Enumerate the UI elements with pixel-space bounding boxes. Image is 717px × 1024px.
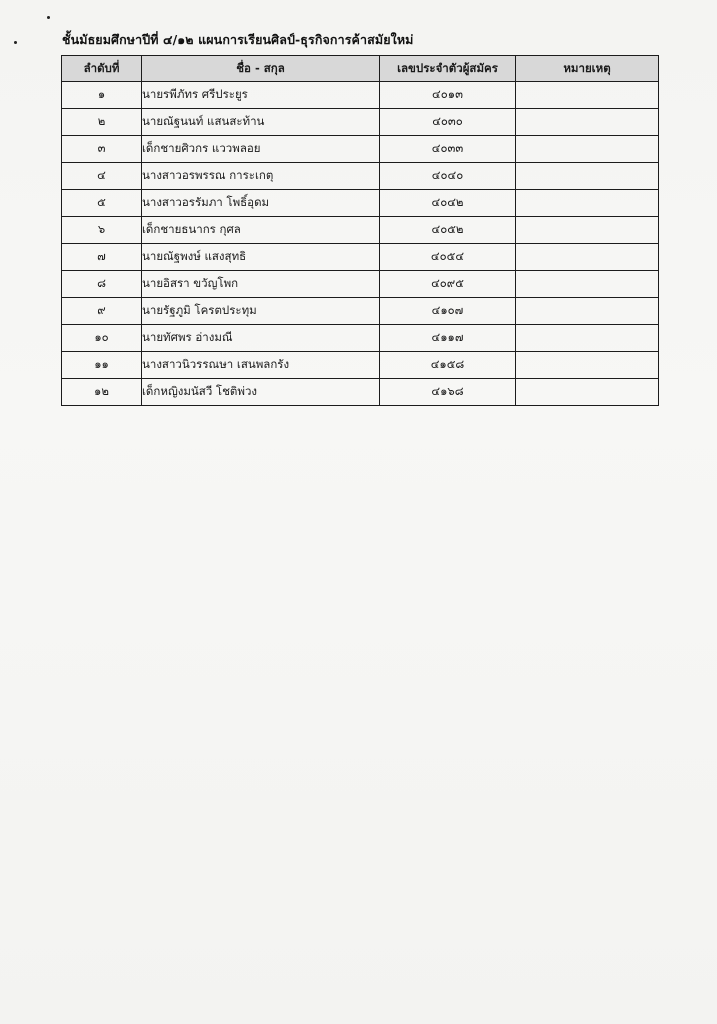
row-note	[516, 190, 659, 217]
row-note	[516, 136, 659, 163]
row-name: นายทัศพร อ่างมณี	[142, 325, 380, 352]
row-seq: ๑๒	[62, 379, 142, 406]
row-seq: ๑	[62, 82, 142, 109]
row-name: นางสาวอรรัมภา โพธิ์อุดม	[142, 190, 380, 217]
row-name: นายณัฐพงษ์ แสงสุทธิ	[142, 244, 380, 271]
table-row	[62, 109, 659, 136]
table-row	[62, 379, 659, 406]
row-applicant-id: ๔๐๓๐	[380, 109, 516, 136]
row-applicant-id: ๔๐๓๓	[380, 136, 516, 163]
header-note: หมายเหตุ	[516, 56, 659, 82]
row-seq: ๕	[62, 190, 142, 217]
row-note	[516, 352, 659, 379]
row-note	[516, 82, 659, 109]
row-applicant-id: ๔๐๙๕	[380, 271, 516, 298]
row-applicant-id: ๔๐๔๒	[380, 190, 516, 217]
row-note	[516, 217, 659, 244]
row-name: นายอิสรา ขวัญโพก	[142, 271, 380, 298]
table-row	[62, 352, 659, 379]
row-name: เด็กชายธนากร กุศล	[142, 217, 380, 244]
header-name: ชื่อ - สกุล	[142, 56, 380, 82]
student-roster-table	[61, 55, 659, 406]
row-applicant-id: ๔๐๔๐	[380, 163, 516, 190]
table-row	[62, 271, 659, 298]
row-name: นางสาวอรพรรณ การะเกตุ	[142, 163, 380, 190]
row-name: นางสาวนิวรรณษา เสนพลกรัง	[142, 352, 380, 379]
row-seq: ๒	[62, 109, 142, 136]
row-applicant-id: ๔๐๕๔	[380, 244, 516, 271]
table-body	[62, 82, 659, 406]
table-row	[62, 325, 659, 352]
row-note	[516, 109, 659, 136]
row-applicant-id: ๔๐๕๒	[380, 217, 516, 244]
row-name: เด็กหญิงมนัสวี โชติพ่วง	[142, 379, 380, 406]
table-row	[62, 136, 659, 163]
row-seq: ๗	[62, 244, 142, 271]
row-note	[516, 325, 659, 352]
row-applicant-id: ๔๑๑๗	[380, 325, 516, 352]
row-seq: ๖	[62, 217, 142, 244]
row-name: นายรพีภัทร ศรีประยูร	[142, 82, 380, 109]
row-seq: ๙	[62, 298, 142, 325]
header-applicant-id: เลขประจำตัวผู้สมัคร	[380, 56, 516, 82]
header-seq: ลำดับที่	[62, 56, 142, 82]
row-note	[516, 244, 659, 271]
row-seq: ๔	[62, 163, 142, 190]
table-row	[62, 190, 659, 217]
row-note	[516, 379, 659, 406]
class-heading: ชั้นมัธยมศึกษาปีที่ ๔/๑๒ แผนการเรียนศิลป์-ธุรกิจการค้าสมัยใหม่	[62, 32, 414, 47]
row-note	[516, 271, 659, 298]
row-applicant-id: ๔๐๑๓	[380, 82, 516, 109]
table-row	[62, 217, 659, 244]
row-seq: ๑๐	[62, 325, 142, 352]
row-name: นายรัฐภูมิ โครตประทุม	[142, 298, 380, 325]
table-row	[62, 82, 659, 109]
row-applicant-id: ๔๑๖๘	[380, 379, 516, 406]
row-applicant-id: ๔๑๐๗	[380, 298, 516, 325]
ink-speck-left	[14, 41, 17, 44]
table-header-row	[62, 56, 659, 82]
table-row	[62, 298, 659, 325]
row-note	[516, 163, 659, 190]
row-name: นายณัฐนนท์ แสนสะท้าน	[142, 109, 380, 136]
row-seq: ๓	[62, 136, 142, 163]
row-applicant-id: ๔๑๕๘	[380, 352, 516, 379]
row-note	[516, 298, 659, 325]
ink-speck-top	[47, 16, 50, 19]
row-seq: ๘	[62, 271, 142, 298]
row-seq: ๑๑	[62, 352, 142, 379]
table-row	[62, 244, 659, 271]
row-name: เด็กชายศิวกร แววพลอย	[142, 136, 380, 163]
table-row	[62, 163, 659, 190]
